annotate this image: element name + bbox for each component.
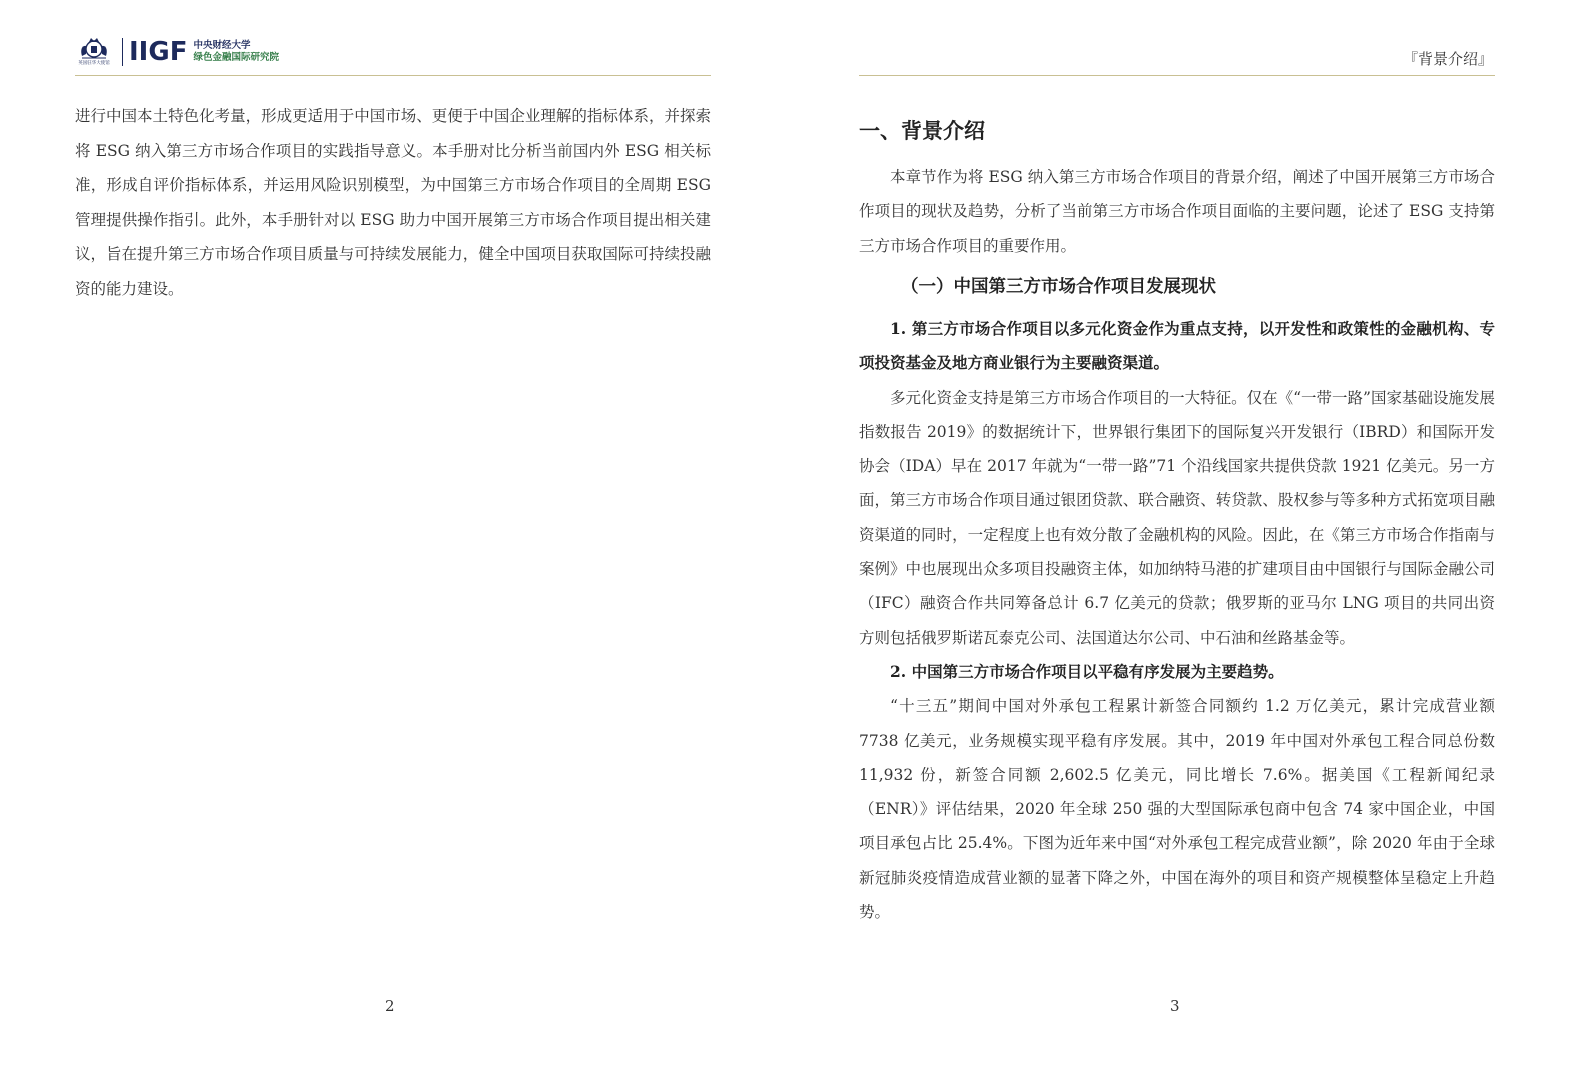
point-1-body: 多元化资金支持是第三方市场合作项目的一大特征。仅在《“一带一路”国家基础设施发展指数报告 2019》的数据统计下，世界银行集团下的国际复兴开发银行（IBRD）和国际开发协会（IDA）早在 2017 年就为“一带一路”71 个沿线国家共提供贷款 1921 亿美元。另一方面，第三方市场合作项目通过银团贷款、联合融资、转贷款、股权参与等多种方式拓宽项目融资渠道的同时，一定程度上也有效分散了金融机构的风险。因此，在《第三方市场合作指南与案例》中也展现出众多项目投融资主体，如加纳特马港的扩建项目由中国银行与国际金融公司（IFC）融资合作共同筹备总计 6.7 亿美元的贷款；俄罗斯的亚马尔 LNG 项目的共同出资方则包括俄罗斯诺瓦泰克公司、法国道达尔公司、中石油和丝路基金等。 [859, 388, 1495, 647]
point-2-heading: 2. 中国第三方市场合作项目以平稳有序发展为主要趋势。 [890, 661, 1284, 681]
iigf-logo-mark: IIGF [129, 37, 188, 67]
running-head: 『背景介绍』 [1402, 50, 1493, 68]
intro-paragraph: 本章节作为将 ESG 纳入第三方市场合作项目的背景介绍，阐述了中国开展第三方市场合作项目的现状及趋势，分析了当前第三方市场合作项目面临的主要问题，论述了 ESG 支持第三方市场合作项目的重要作用。 [859, 168, 1495, 255]
logo-divider [122, 38, 123, 66]
crest-icon [74, 36, 114, 68]
left-page [0, 0, 793, 1077]
header-rule [859, 75, 1495, 76]
subsection-title: （一）中国第三方市场合作项目发展现状 [901, 277, 1216, 297]
section-title: 一、背景介绍 [859, 118, 985, 143]
section-content [859, 312, 1495, 929]
logo-text [193, 40, 279, 64]
point-2-body: “十三五”期间中国对外承包工程累计新签合同额约 1.2 万亿美元，累计完成营业额 7738 亿美元，业务规模实现平稳有序发展。其中，2019 年中国对外承包工程合同总份数 11,932 份，新签合同额 2,602.5 亿美元，同比增长 7.6%。据美国《工程新闻纪录（ENR）》评估结果，2020 年全球 250 强的大型国际承包商中包含 74 家中国企业，中国项目承包占比 25.4%。下图为近年来中国“对外承包工程完成营业额”，除 2020 年由于全球新冠肺炎疫情造成营业额的显著下降之外，中国在海外的项目和资产规模整体呈稳定上升趋势。 [859, 697, 1495, 922]
point-1-heading: 1. 第三方市场合作项目以多元化资金作为重点支持，以开发性和政策性的金融机构、专项投资基金及地方商业银行为主要融资渠道。 [859, 319, 1495, 373]
logo-line-2: 绿色金融国际研究院 [193, 52, 279, 63]
logo-line-1: 中央财经大学 [193, 40, 251, 51]
header-rule [75, 75, 711, 76]
page-number-right: 3 [1170, 997, 1180, 1015]
page-number-left: 2 [385, 997, 395, 1015]
header-logo [74, 36, 279, 68]
right-page [793, 0, 1587, 1077]
left-body-paragraph: 进行中国本土特色化考量，形成更适用于中国市场、更便于中国企业理解的指标体系，并探索将 ESG 纳入第三方市场合作项目的实践指导意义。本手册对比分析当前国内外 ESG 相关标准，形成自评价指标体系，并运用风险识别模型，为中国第三方市场合作项目的全周期 ESG 管理提供操作指引。此外，本手册针对以 ESG 助力中国开展第三方市场合作项目提出相关建议，旨在提升第三方市场合作项目质量与可持续发展能力，健全中国项目获取国际可持续投融资的能力建设。 [75, 107, 711, 298]
crest-caption: 英国驻华大使馆 [78, 61, 110, 66]
